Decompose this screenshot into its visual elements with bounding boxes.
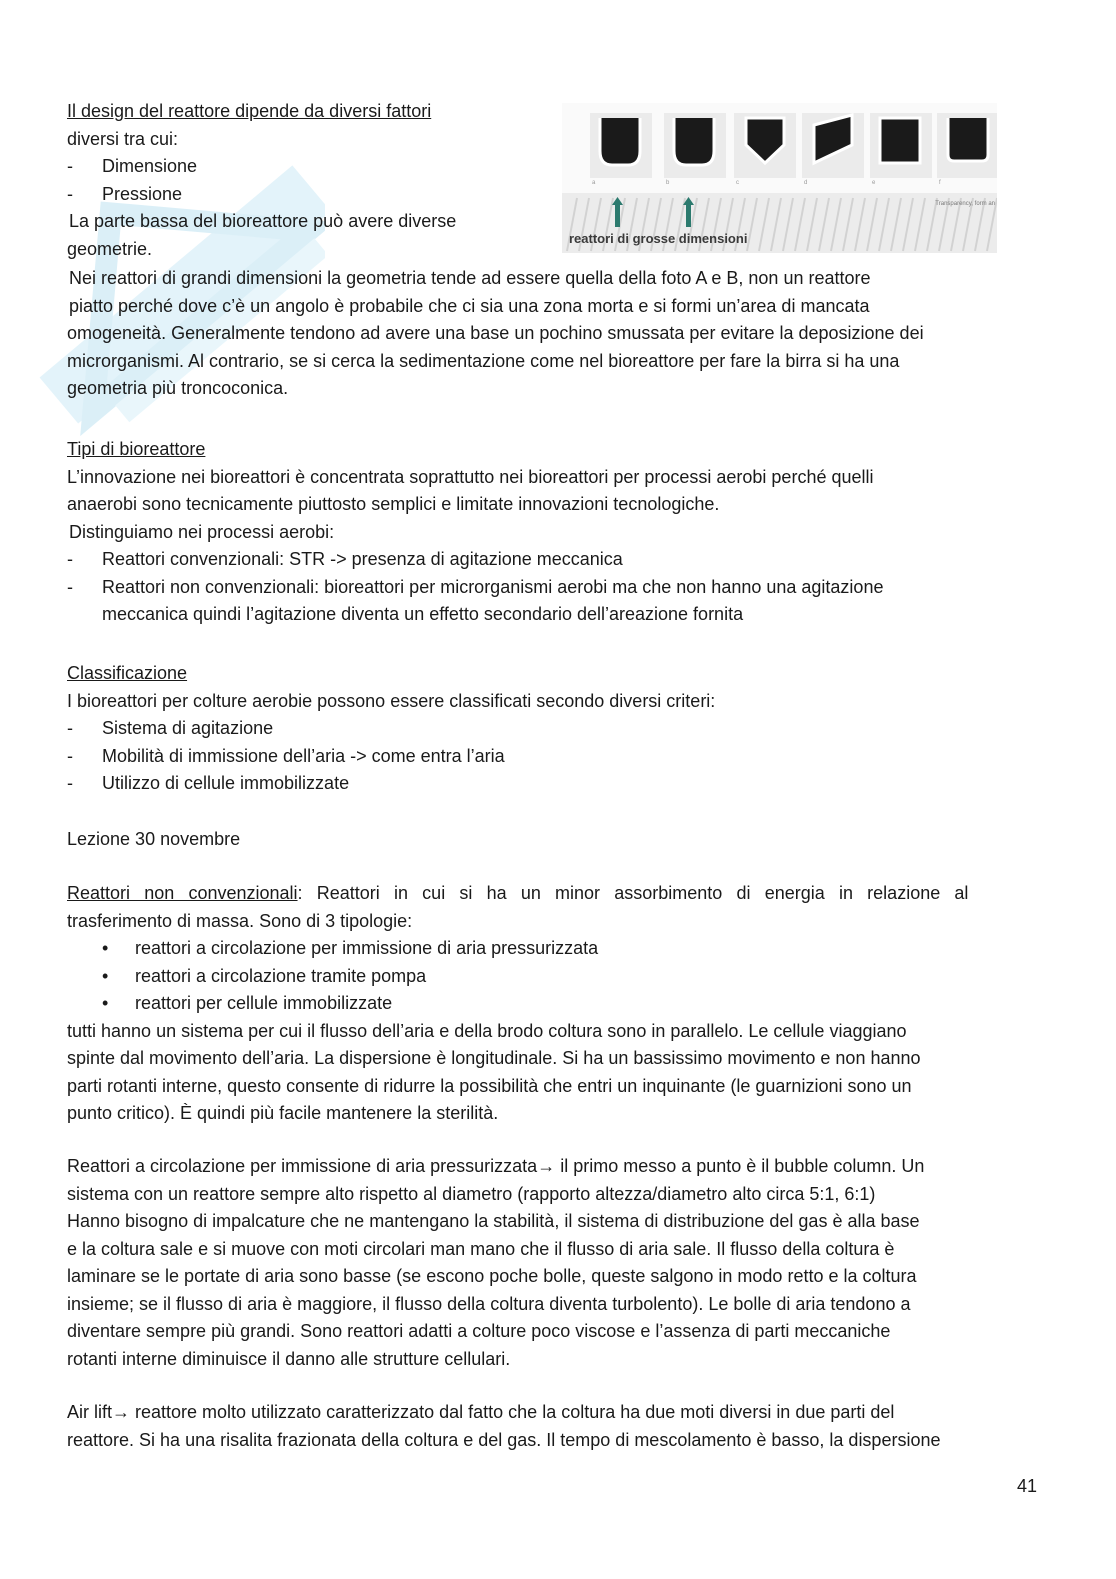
list-item: - Mobilità di immissione dell’aria -> come entra l’aria — [67, 745, 505, 766]
heading-tipi: Tipi di bioreattore — [67, 439, 206, 459]
list-item: - Pressione — [67, 183, 183, 204]
heading-non-convenzionali: Reattori non convenzionali — [67, 883, 298, 903]
lesson-date: Lezione 30 novembre — [67, 829, 241, 849]
section-air-lift: Air lift→ reattore molto utilizzato caratterizzato dal fatto che la coltura ha due moti diversi in due parti del reattore. Si ha una risalita frazionata della coltura e del gas. Il tempo di mescolamento è basso, la dispersione — [67, 1402, 941, 1450]
list-item: • reattori per cellule immobilizzate — [102, 993, 393, 1013]
section-design — [67, 98, 456, 263]
reactor-shape-e — [880, 118, 920, 163]
reactor-shape-b — [674, 118, 714, 165]
text-line: geometrie. — [67, 238, 153, 259]
section-classificazione: Classificazione I bioreattori per colture aerobie possono essere classificati secondo diversi criteri: - Sistema di agitazione - Mobilità di immissione dell’aria -> come entra l’aria - Utilizzo di cellule immobilizzate — [67, 660, 1043, 798]
page-number: 41 — [1017, 1476, 1038, 1496]
list-item: - Utilizzo di cellule immobilizzate — [67, 773, 350, 793]
list-item: • reattori a circolazione tramite pompa — [102, 965, 427, 986]
paragraph-geometry: Nei reattori di grandi dimensioni la geometria tende ad essere quella della foto A e B, non un reattore piatto perché dove c’è un angolo è probabile che ci sia una zona morta e si formi un’area di mancata omogeneità. Generalmente tendono ad avere una base un pochino smussata per evitare la deposizione dei microrganismi. Al contrario, se si cerca la sedimentazione come nel bioreattore per fare la birra si ha una geometria più troncoconica. — [67, 268, 924, 398]
section-aria-pressurizzata: Reattori a circolazione per immissione di aria pressurizzata→ il primo messo a punto è il bubble column. Un sistema con un reattore sempre alto rispetto al diametro (rapporto altezza/diametro alto circa 5:1, 6:1) Hanno bisogno di impalcature che ne mantengano la stabilità, il sistema di distribuzione del gas è alla base e la coltura sale e si muove con moti circolari man mano che il flusso di aria sale. Il flusso della coltura è laminare se le portate di aria sono basse (se escono poche bolle, queste salgono in modo retto e la coltura insieme; se il flusso di aria è maggiore, il flusso della coltura diventa turbolento). Le bolle di aria tendono a diventare sempre più grandi. Sono reattori adatti a colture poco viscose e l’assenza di parti meccaniche rotanti interne diminuisce il danno alle strutture cellulari. — [67, 1156, 925, 1369]
arrow-icon: → — [537, 1156, 556, 1176]
reactor-shapes-figure: Transparency, form an reattori di grosse dimensioni a b c d e f — [562, 103, 997, 253]
figure-note: Transparency, form an — [935, 201, 995, 207]
section-tipi: Tipi di bioreattore L’innovazione nei bioreattori è concentrata soprattutto nei bioreattori per processi aerobi perché quelli anaerobi sono tecnicamente piuttosto semplici e limitate innovazioni tecnologiche. Distinguiamo nei processi aerobi: - Reattori convenzionali: STR -> presenza di agitazione meccanica - Reattori non convenzionali: bioreattori per microrganismi aerobi ma che non hanno una agitazione meccanica quindi l’agitazione diventa un effetto secondario dell’areazione fornita — [67, 436, 1043, 629]
figure-caption: reattori di grosse dimensioni — [569, 231, 748, 246]
list-item: • reattori a circolazione per immissione di aria pressurizzata — [102, 938, 599, 958]
list-item: - Dimensione — [67, 156, 198, 176]
heading-design: Il design del reattore dipende da diversi fattori — [67, 101, 432, 121]
arrow-icon: → — [112, 1402, 130, 1422]
reactor-shape-f — [948, 118, 988, 161]
list-item: - Sistema di agitazione — [67, 718, 274, 738]
list-item: - Reattori non convenzionali: bioreattori per microrganismi aerobi ma che non hanno una agitazione — [67, 576, 884, 597]
text-line: La parte bassa del bioreattore può avere diverse — [69, 211, 457, 231]
list-item-continuation: meccanica quindi l’agitazione diventa un effetto secondario dell’areazione fornita — [102, 604, 744, 624]
reactor-shape-a — [600, 118, 640, 165]
list-item: - Reattori convenzionali: STR -> presenza di agitazione meccanica — [67, 549, 623, 569]
heading-classificazione: Classificazione — [67, 663, 188, 683]
intro-line: diversi tra cui: — [67, 128, 179, 149]
section-non-convenzionali: Reattori non convenzionali: Reattori in cui si ha un minor assorbimento di energia in relazione al trasferimento di massa. Sono di 3 tipologie: • reattori a circolazione per immissione di aria pressurizzata • reattori a circolazione tramite pompa • reattori per cellule immobilizzate tutti hanno un sistema per cui il flusso dell’aria e della brodo coltura sono in parallelo. Le cellule viaggiano spinte dal movimento dell’aria. La dispersione è longitudinale. Si ha un bassissimo movimento e non hanno parti rotanti interne, questo consente di ridurre la possibilità che entri un inquinante (le guarnizioni sono un punto critico). È quindi più facile mantenere la sterilità. — [67, 880, 1042, 1128]
